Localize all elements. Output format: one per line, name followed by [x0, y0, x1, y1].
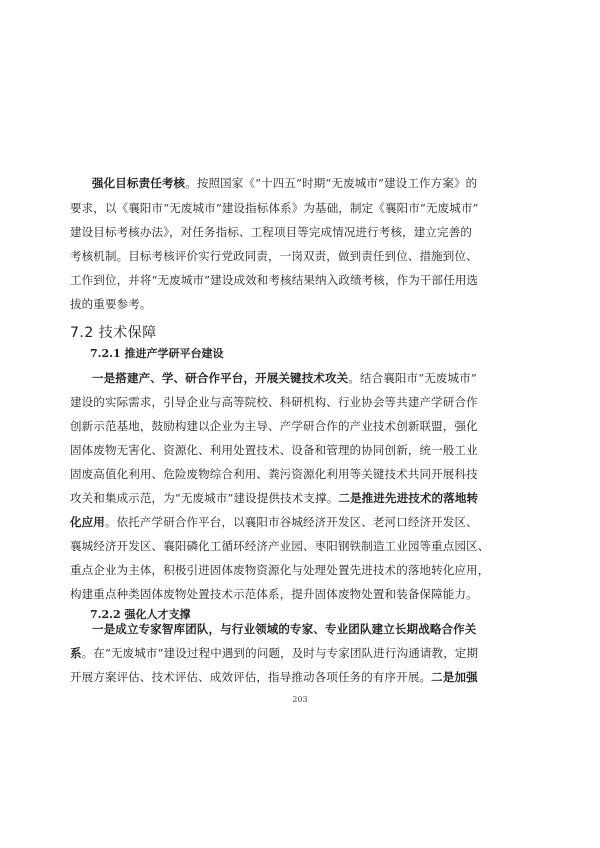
p2-text: 。依托产学研合作平台，以襄阳市谷城经济开发区、老河口经济开发区、 — [104, 515, 478, 529]
p1-line-4: 考核机制。目标考核评价实行党政同责，一岗双责，做到责任到位、措施到位、 — [70, 249, 478, 263]
page-number: 203 — [292, 695, 308, 704]
p2-bold-second-cont: 化应用 — [70, 515, 105, 529]
p1-text: 。按照国家《“十四五”时期“无废城市”建设工作方案》的 — [185, 176, 478, 190]
p1-line-1 — [92, 176, 477, 190]
p2-line-6 — [70, 491, 478, 505]
p3-line-3 — [70, 670, 478, 684]
p3-line-1 — [92, 622, 476, 636]
p2-line-8: 襄城经济开发区、襄阳磷化工循环经济产业园、枣阳钢铁制造工业园等重点园区、 — [70, 539, 490, 553]
p2-line-7 — [70, 515, 478, 529]
p2-bold-lead: 一是搭建产、学、研合作平台，开展关键技术攻关 — [92, 371, 349, 385]
section-heading-7-2-2: 7.2.2 强化人才支撑 — [90, 608, 191, 621]
p2-text: 攻关和集成示范，为“无废城市”建设提供技术支撑。 — [70, 491, 339, 505]
p2-line-3: 创新示范基地，鼓励构建以企业为主导、产学研合作的产业技术创新联盟，强化 — [70, 419, 478, 433]
p2-text: 。结合襄阳市“无废城市” — [348, 371, 477, 385]
p2-bold-second: 二是推进先进技术的落地转 — [338, 491, 479, 505]
p1-line-5: 工作到位，并将“无废城市”建设成效和考核结果纳入政绩考核，作为干部任用选 — [70, 273, 479, 287]
p2-line-9: 重点企业为主体，积极引进固体废物资源化与处理处置先进技术的落地转化应用， — [70, 563, 490, 577]
p2-line-5: 固废高值化利用、危险废物综合利用、粪污资源化利用等关键技术共同开展科技 — [70, 467, 478, 481]
section-heading-7-2: 7.2 技术保障 — [70, 325, 157, 341]
p3-text: 开展方案评估、技术评估、成效评估，指导推动各项任务的有序开展。 — [70, 670, 432, 684]
p1-bold-lead: 强化目标责任考核 — [92, 176, 186, 190]
p2-line-4: 固体废物无害化、资源化、利用处置技术、设备和管理的协同创新，统一般工业 — [70, 443, 478, 457]
p2-line-2: 建设的实际需求，引导企业与高等院校、科研机构、行业协会等共建产学研合作 — [70, 395, 478, 409]
section-heading-7-2-1: 7.2.1 推进产学研平台建设 — [90, 347, 224, 360]
p3-bold-lead-cont: 系 — [70, 646, 82, 660]
p3-line-2 — [70, 646, 478, 660]
p3-bold-second: 二是加强 — [431, 670, 478, 684]
p1-line-3: 建设目标考核办法》，对任务指标、工程项目等完成情况进行考核，建立完善的 — [70, 225, 472, 239]
p3-text: 。在“无废城市”建设过程中遇到的问题，及时与专家团队进行沟通请教，定期 — [81, 646, 479, 660]
p2-line-10: 构建重点种类固体废物处置技术示范体系，提升固体废物处置和装备保障能力。 — [70, 587, 478, 601]
p1-line-2: 要求，以《襄阳市“无废城市”建设指标体系》为基础，制定《襄阳市“无废城市” — [70, 201, 479, 215]
p2-line-1 — [92, 371, 477, 385]
p3-bold-lead: 一是成立专家智库团队，与行业领域的专家、专业团队建立长期战略合作关 — [92, 622, 477, 636]
p1-line-6: 拔的重要参考。 — [70, 297, 152, 311]
